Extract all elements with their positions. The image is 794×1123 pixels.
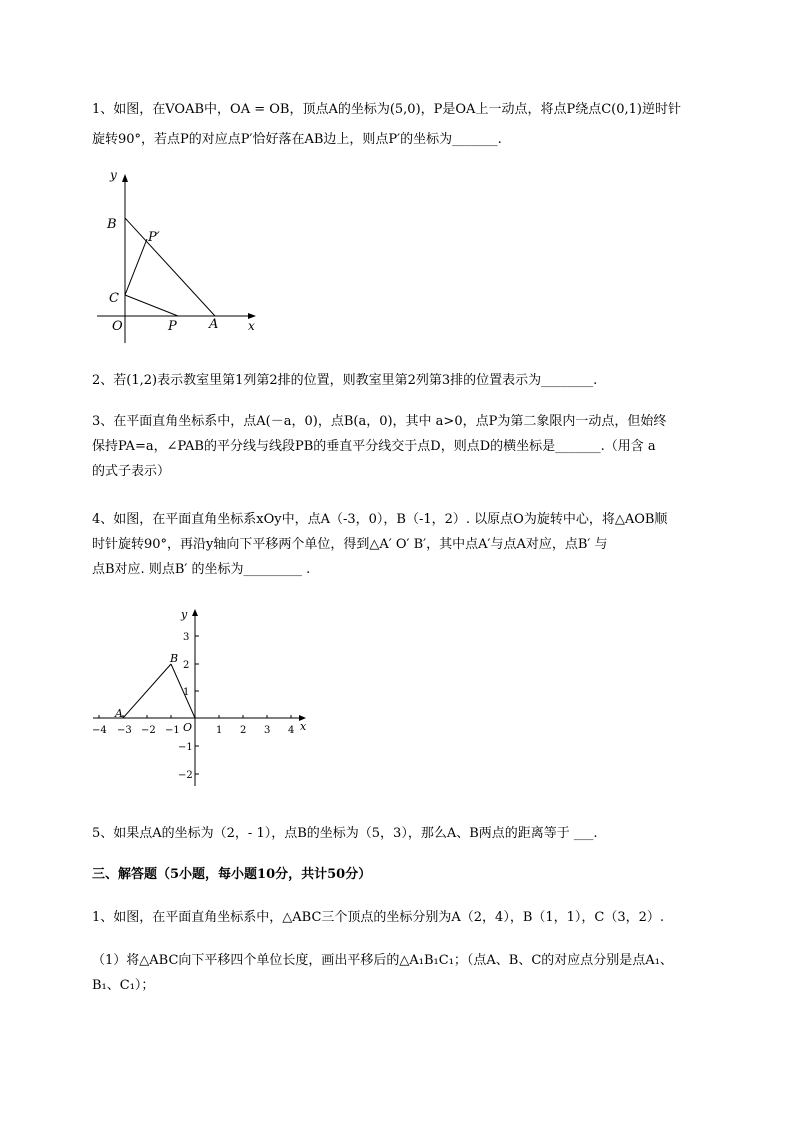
fig2-xtick-label: −2	[141, 725, 156, 736]
fig2-label-b: B	[170, 652, 179, 665]
figure-2-svg	[88, 606, 313, 791]
fig2-ytick-label: 3	[183, 632, 190, 643]
question-1-line-1: 1、如图，在VOAB中，OA = OB，顶点A的坐标为(5,0)，P是OA上一动点，将点P绕点C(0,1)逆时针	[92, 102, 681, 117]
fig2-label-y: y	[181, 608, 188, 621]
segment-c-p	[125, 295, 178, 316]
fig1-label-x: x	[248, 319, 255, 333]
figure-1	[92, 165, 272, 354]
question-1	[92, 97, 742, 152]
fig1-label-y: y	[110, 168, 117, 182]
fig2-xtick-label: −1	[165, 725, 180, 736]
question-2-text: 2、若(1,2)表示教室里第1列第2排的位置，则教室里第2列第3排的位置表示为________.	[92, 373, 598, 388]
fig2-ytick-label: 1	[183, 687, 190, 698]
solution-question-1-text: 1、如图，在平面直角坐标系中，△ABC三个顶点的坐标分别为A（2，4），B（1，1），C（3，2）.	[92, 910, 665, 925]
segment-ab	[125, 218, 215, 316]
fig2-xtick-label: −4	[92, 725, 107, 736]
question-4-line-3: 点B对应. 则点B′ 的坐标为_________ .	[92, 562, 311, 577]
fig1-label-pprime: P′	[148, 230, 160, 245]
fig1-label-o: O	[112, 319, 123, 334]
solution-question-1	[92, 905, 742, 930]
question-4-line-2: 时针旋转90°，再沿y轴向下平移两个单位，得到△A′ O′ B′，其中点A′与点A对应，点B′ 与	[92, 537, 608, 552]
figure-1-svg	[92, 165, 272, 350]
question-3-line-3: 的式子表示）	[92, 464, 171, 479]
fig1-label-b: B	[107, 217, 117, 232]
fig2-xtick-label: 2	[240, 725, 247, 736]
segment-ab	[123, 664, 171, 718]
fig2-xtick-label: −3	[117, 725, 132, 736]
fig2-ytick-label: 2	[183, 660, 190, 671]
question-5	[92, 821, 742, 846]
figure-2	[88, 606, 313, 795]
question-4-line-1: 4、如图，在平面直角坐标系xOy中，点A（-3，0），B（-1，2）. 以原点O为旋转中心，将△AOB顺	[92, 512, 668, 527]
question-3-line-2: 保持PA=a，∠PAB的平分线与线段PB的垂直平分线交于点D，则点D的横坐标是_______.（用含 a	[92, 439, 656, 454]
fig2-y-arrow	[192, 609, 198, 616]
question-3-line-1: 3、在平面直角坐标系中，点A(－a，0)，点B(a，0)，其中 a>0，点P为第二象限内一动点，但始终	[92, 414, 667, 429]
fig2-ytick-label: −1	[178, 742, 193, 753]
fig2-ytick-label: −2	[178, 770, 193, 781]
part-1-line-1: （1）将△ABC向下平移四个单位长度，画出平移后的△A₁B₁C₁；（点A、B、C的对应点分别是点A₁、	[92, 953, 673, 968]
question-2	[92, 368, 742, 393]
question-5-text: 5、如果点A的坐标为（2，- 1），点B的坐标为（5，3），那么A、B两点的距离等于 ___.	[92, 826, 598, 841]
fig2-label-a: A	[115, 707, 123, 720]
segment-c-pprime	[125, 239, 147, 295]
fig1-label-p: P	[168, 319, 177, 334]
fig2-label-x: x	[300, 720, 307, 733]
section-3-title: 三、解答题（5小题，每小题10分，共计50分）	[92, 867, 372, 882]
fig2-label-o: O	[183, 721, 193, 734]
question-4	[92, 507, 742, 582]
fig2-xtick-label: 1	[216, 725, 223, 736]
part-1-line-2: B₁、C₁）；	[92, 978, 155, 993]
question-1-line-2: 旋转90°，若点P的对应点P′恰好落在AB边上，则点P′的坐标为_______.	[92, 132, 502, 147]
fig1-label-c: C	[109, 291, 119, 306]
fig1-label-a: A	[209, 317, 219, 332]
fig2-xtick-label: 4	[288, 725, 295, 736]
section-3-heading	[92, 862, 742, 887]
fig1-y-arrow	[122, 174, 128, 182]
solution-question-1-part-1	[92, 948, 742, 998]
fig2-xtick-label: 3	[264, 725, 271, 736]
fig2-y-tick-marks	[195, 636, 199, 774]
question-3	[92, 409, 742, 484]
